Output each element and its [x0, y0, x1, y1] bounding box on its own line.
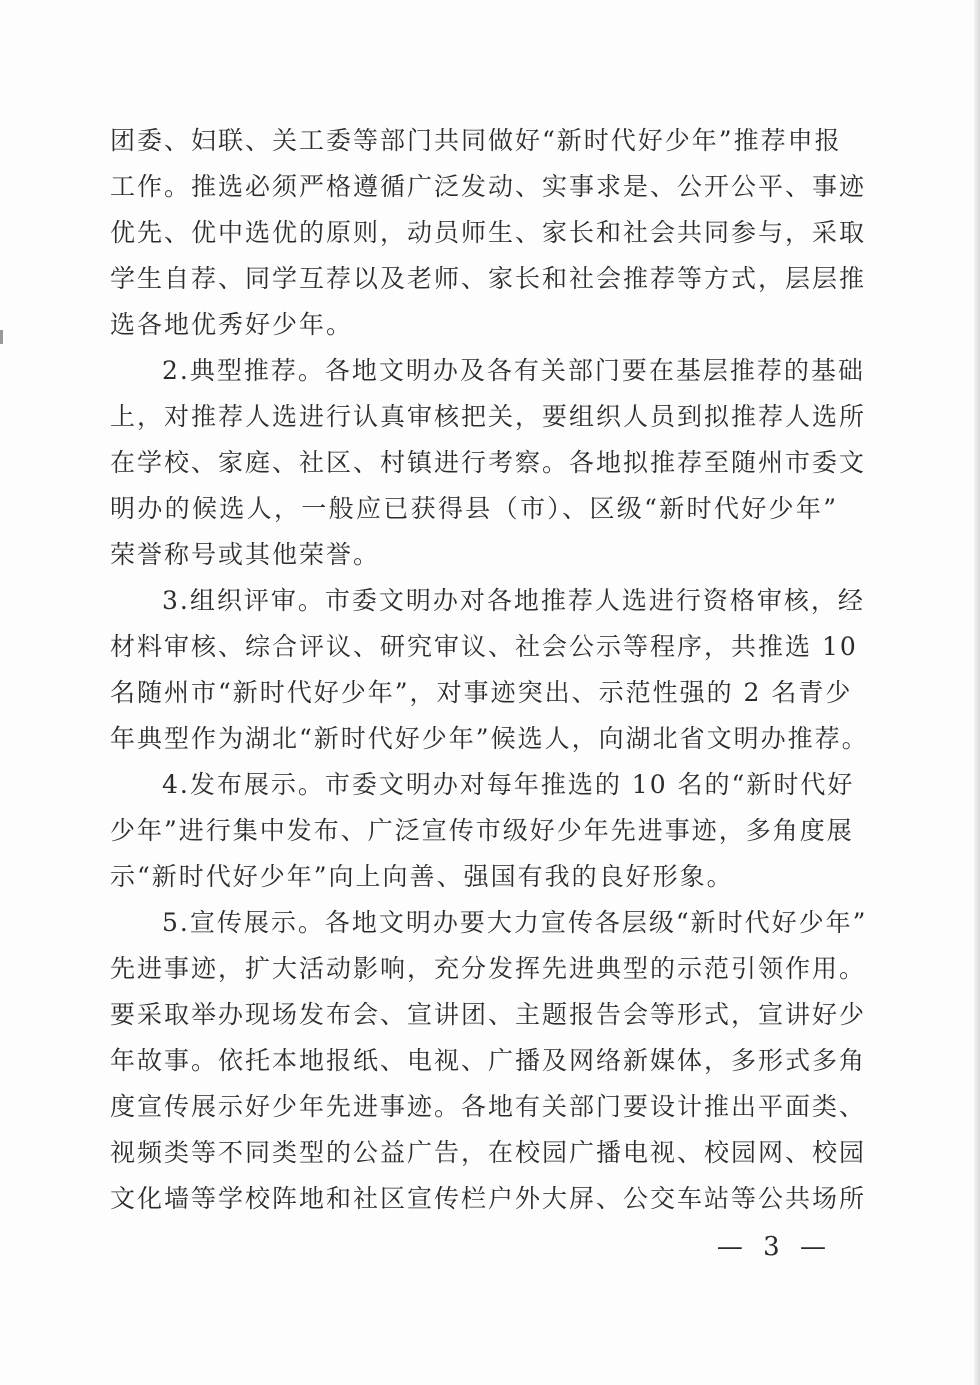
document-body [110, 118, 869, 1222]
paragraph-2-line-4: 明办的候选人，一般应已获得县（市）、区级“新时代好少年” [110, 494, 838, 523]
paragraph-5-line-3: 要采取举办现场发布会、宣讲团、主题报告会等形式，宣讲好少 [110, 1000, 867, 1029]
scan-edge-shadow [974, 0, 980, 1385]
scan-mark [0, 330, 3, 344]
paragraph-3-line-1: 3.组织评审。市委文明办对各地推荐人选进行资格审核，经 [162, 586, 865, 615]
paragraph-2-line-2: 上，对推荐人选进行认真审核把关，要组织人员到拟推荐人选所 [110, 402, 867, 431]
paragraph-5-line-7: 文化墙等学校阵地和社区宣传栏户外大屏、公交车站等公共场所 [110, 1184, 867, 1213]
paragraph-2-line-1: 2.典型推荐。各地文明办及各有关部门要在基层推荐的基础 [162, 356, 865, 385]
page-number: — 3 — [716, 1232, 832, 1262]
paragraph-1-line-5: 选各地优秀好少年。 [110, 310, 354, 339]
paragraph-5-line-1: 5.宣传展示。各地文明办要大力宣传各层级“新时代好少年” [162, 908, 868, 937]
paragraph-1-line-1: 团委、妇联、关工委等部门共同做好“新时代好少年”推荐申报 [110, 126, 842, 155]
paragraph-5-line-2: 先进事迹，扩大活动影响，充分发挥先进典型的示范引领作用。 [110, 954, 867, 983]
paragraph-4-line-2: 少年”进行集中发布、广泛宣传市级好少年先进事迹，多角度展 [110, 816, 854, 845]
paragraph-3-line-4: 年典型作为湖北“新时代好少年”候选人，向湖北省文明办推荐。 [110, 724, 869, 753]
paragraph-1-line-4: 学生自荐、同学互荐以及老师、家长和社会推荐等方式，层层推 [110, 264, 867, 293]
paragraph-5-line-4: 年故事。依托本地报纸、电视、广播及网络新媒体，多形式多角 [110, 1046, 867, 1075]
paragraph-4-line-3: 示“新时代好少年”向上向善、强国有我的良好形象。 [110, 862, 734, 891]
paragraph-5-line-6: 视频类等不同类型的公益广告，在校园广播电视、校园网、校园 [110, 1138, 867, 1167]
paragraph-1-line-3: 优先、优中选优的原则，动员师生、家长和社会共同参与，采取 [110, 218, 867, 247]
paragraph-3-line-2: 材料审核、综合评议、研究审议、社会公示等程序，共推选 10 [110, 632, 858, 661]
paragraph-1-line-2: 工作。推选必须严格遵循广泛发动、实事求是、公开公平、事迹 [110, 172, 867, 201]
paragraph-5-line-5: 度宣传展示好少年先进事迹。各地有关部门要设计推出平面类、 [110, 1092, 867, 1121]
paragraph-4-line-1: 4.发布展示。市委文明办对每年推选的 10 名的“新时代好 [162, 770, 855, 799]
paragraph-2-line-3: 在学校、家庭、社区、村镇进行考察。各地拟推荐至随州市委文 [110, 448, 867, 477]
paragraph-2-line-5: 荣誉称号或其他荣誉。 [110, 540, 381, 569]
paragraph-3-line-3: 名随州市“新时代好少年”，对事迹突出、示范性强的 2 名青少 [110, 678, 853, 707]
